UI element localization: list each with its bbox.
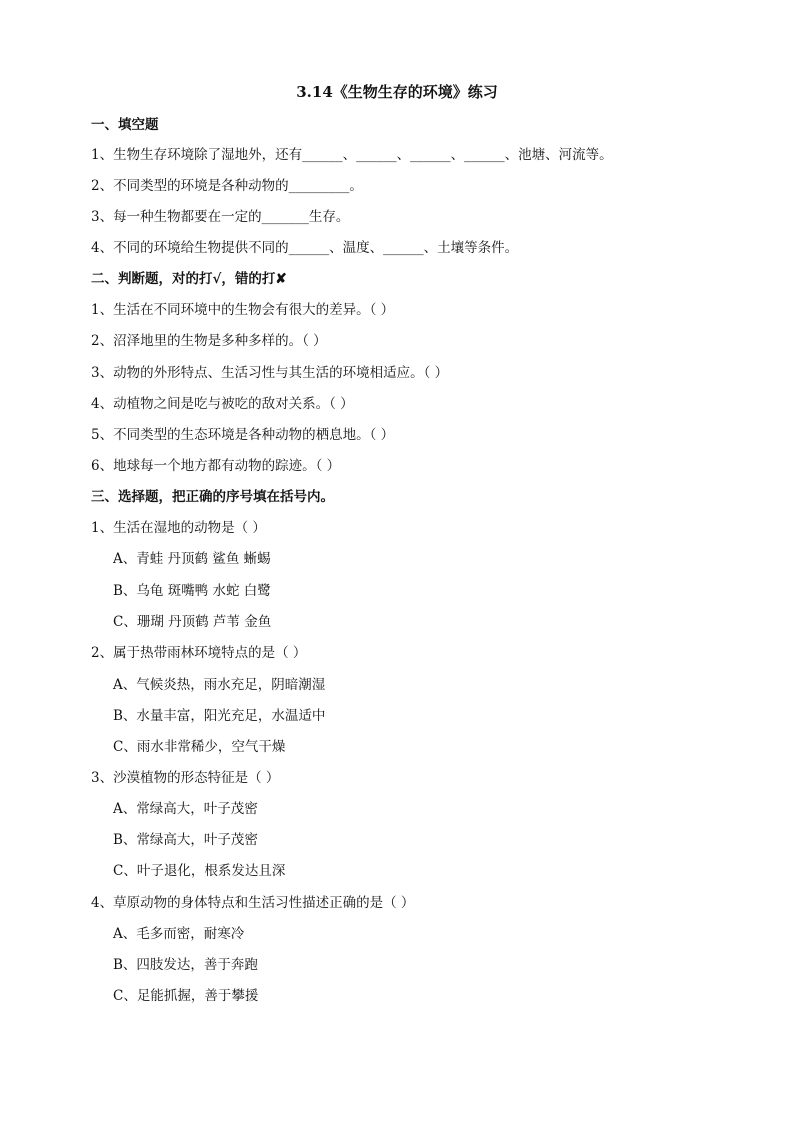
true-false-question-4: 4、动植物之间是吃与被吃的敌对关系。（ ） [91, 396, 354, 412]
section-heading-true-false: 二、判断题，对的打√，错的打✘ [91, 271, 287, 287]
choice-question-3: 3、沙漠植物的形态特征是（ ） [91, 770, 280, 786]
choice-question-3-option-b: B、常绿高大，叶子茂密 [113, 832, 258, 848]
section-heading-fill-blank: 一、填空题 [91, 117, 159, 133]
fill-blank-question-3: 3、每一种生物都要在一定的_______生存。 [91, 209, 350, 225]
true-false-question-2: 2、沼泽地里的生物是多种多样的。（ ） [91, 333, 327, 349]
choice-question-2-option-b: B、水量丰富，阳光充足，水温适中 [113, 708, 326, 724]
choice-question-2: 2、属于热带雨林环境特点的是（ ） [91, 645, 307, 661]
fill-blank-question-2: 2、不同类型的环境是各种动物的_________。 [91, 178, 363, 194]
choice-question-1-option-b: B、乌龟 斑嘴鸭 水蛇 白鹭 [113, 583, 271, 599]
choice-question-2-option-a: A、气候炎热，雨水充足，阴暗潮湿 [113, 677, 326, 693]
true-false-question-5: 5、不同类型的生态环境是各种动物的栖息地。（ ） [91, 427, 395, 443]
choice-question-1-option-a: A、青蛙 丹顶鹤 鲨鱼 蜥蜴 [113, 551, 271, 567]
choice-question-4-option-c: C、足能抓握，善于攀援 [113, 988, 259, 1004]
choice-question-4-option-a: A、毛多而密，耐寒冷 [113, 926, 245, 942]
choice-question-4: 4、草原动物的身体特点和生活习性描述正确的是（ ） [91, 895, 415, 911]
section-heading-multiple-choice: 三、选择题，把正确的序号填在括号内。 [91, 489, 334, 505]
choice-question-2-option-c: C、雨水非常稀少，空气干燥 [113, 739, 286, 755]
fill-blank-question-4: 4、不同的环境给生物提供不同的______、温度、______、土壤等条件。 [91, 240, 519, 256]
fill-blank-question-1: 1、生物生存环境除了湿地外，还有______、______、______、______、池塘、河流等。 [91, 147, 613, 163]
true-false-question-3: 3、动物的外形特点、生活习性与其生活的环境相适应。（ ） [91, 365, 449, 381]
page-title: 3.14《生物生存的环境》练习 [296, 83, 498, 101]
choice-question-3-option-c: C、叶子退化，根系发达且深 [113, 863, 286, 879]
choice-question-4-option-b: B、四肢发达，善于奔跑 [113, 957, 258, 973]
true-false-question-1: 1、生活在不同环境中的生物会有很大的差异。（ ） [91, 302, 395, 318]
choice-question-1-option-c: C、珊瑚 丹顶鹤 芦苇 金鱼 [113, 614, 272, 630]
choice-question-3-option-a: A、常绿高大，叶子茂密 [113, 801, 258, 817]
true-false-question-6: 6、地球每一个地方都有动物的踪迹。（ ） [91, 458, 341, 474]
choice-question-1: 1、生活在湿地的动物是（ ） [91, 520, 266, 536]
